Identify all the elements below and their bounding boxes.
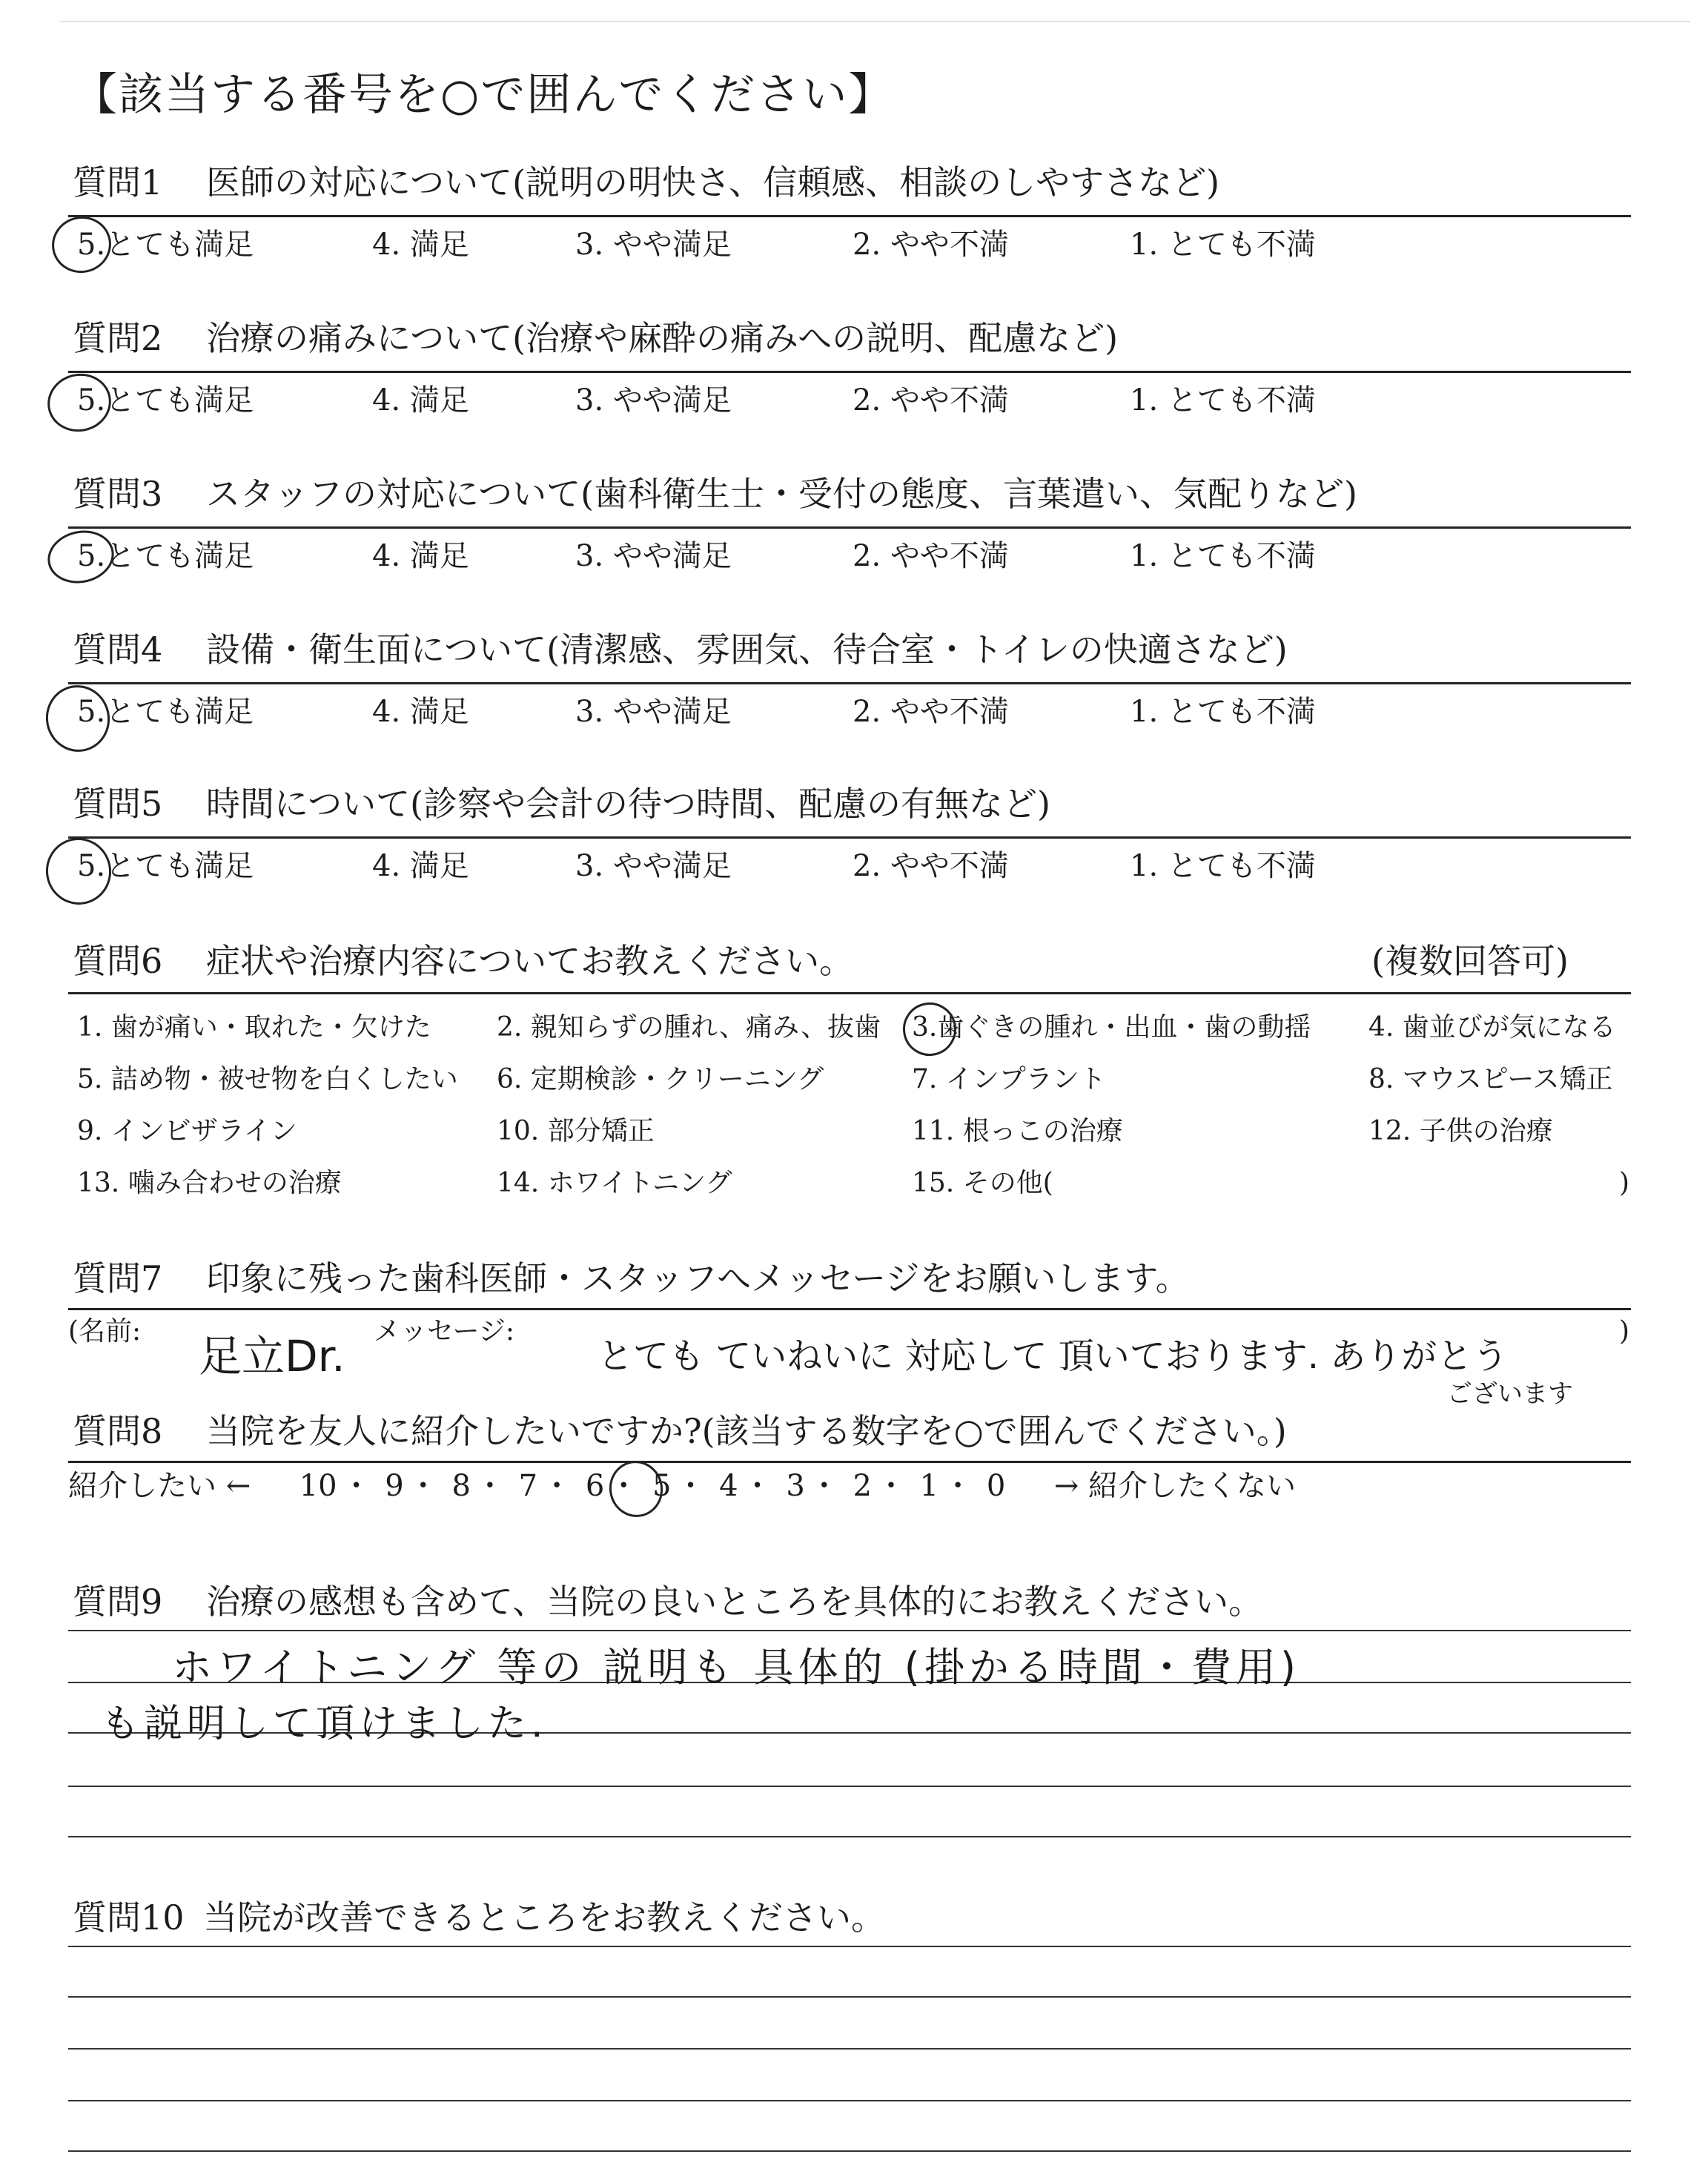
symptom-option[interactable]: 2. 親知らずの腫れ、痛み、抜歯 [497, 1012, 881, 1043]
name-label: (名前: [68, 1316, 142, 1347]
symptom-option[interactable]: 8. マウスピース矯正 [1368, 1064, 1613, 1094]
option-1[interactable]: 1. とても不満 [1130, 228, 1316, 262]
question-text: 医師の対応について(説明の明快さ、信頼感、相談のしやすさなど) [206, 162, 1220, 202]
recommendation-scale: 紹介したい ← 10 ・ 9 ・ 8 ・ 7 ・ 6 ・ 5 ・ 4 ・ 3 ・ 2 ・ 1 ・ 0 → 紹介したくない [68, 1465, 1296, 1507]
selection-circle [47, 211, 116, 279]
option-5[interactable]: 5.とても満足 [77, 695, 254, 729]
other-close-paren: ) [1619, 1168, 1630, 1198]
question-number: 質問7 [73, 1258, 163, 1298]
question-7 [73, 1256, 1190, 1301]
selection-circle [898, 997, 961, 1060]
writing-line [68, 1996, 1631, 1998]
divider [68, 1461, 1631, 1463]
question-number: 質問6 [73, 941, 163, 981]
handwritten-answer-line2: も説明して頂けました. [101, 1702, 548, 1746]
question-number: 質問4 [73, 630, 163, 670]
rating-row-q3 [0, 535, 1708, 577]
option-2[interactable]: 2. やや不満 [853, 228, 1009, 262]
question-text: 当院が改善できるところをお教えください。 [203, 1898, 885, 1938]
option-1[interactable]: 1. とても不満 [1130, 383, 1316, 417]
writing-line [68, 2150, 1631, 2152]
symptom-option[interactable]: 5. 詰め物・被せ物を白くしたい [77, 1064, 458, 1094]
option-5[interactable]: 5.とても満足 [77, 228, 254, 262]
rating-row-q4 [0, 691, 1708, 733]
scan-edge-line [59, 21, 1690, 22]
scale-value[interactable]: 6 [585, 1469, 605, 1503]
rating-row-q1 [0, 224, 1708, 265]
symptom-option[interactable]: 7. インプラント [912, 1064, 1106, 1094]
question-text: 印象に残った歯科医師・スタッフへメッセージをお願いします。 [206, 1258, 1190, 1298]
writing-line [68, 1630, 1631, 1631]
question-number: 質問2 [73, 318, 163, 358]
scale-value[interactable]: 3 [786, 1469, 805, 1503]
rating-row-q5 [0, 845, 1708, 887]
message-close-paren: ) [1619, 1316, 1630, 1347]
option-4[interactable]: 4. 満足 [372, 228, 469, 262]
handwritten-name: 足立Dr. [199, 1331, 345, 1381]
rating-row-q2 [0, 380, 1708, 421]
scale-right-label: → 紹介したくない [1053, 1469, 1296, 1503]
option-4[interactable]: 4. 満足 [372, 849, 469, 883]
question-text: 設備・衛生面について(清潔感、雰囲気、待合室・トイレの快適さなど) [206, 630, 1288, 670]
question-3 [73, 472, 1357, 516]
option-4[interactable]: 4. 満足 [372, 539, 469, 573]
writing-line [68, 2100, 1631, 2101]
divider [68, 1308, 1631, 1310]
multiple-answer-note: (複数回答可) [1371, 941, 1569, 981]
question-number: 質問8 [73, 1411, 163, 1451]
symptom-option[interactable]: 12. 子供の治療 [1368, 1116, 1553, 1146]
symptom-option[interactable]: 4. 歯並びが気になる [1368, 1012, 1616, 1043]
question-number: 質問9 [73, 1582, 163, 1622]
question-text: 時間について(診察や会計の待つ時間、配慮の有無など) [206, 784, 1050, 824]
option-3[interactable]: 3. やや満足 [575, 383, 732, 417]
option-1[interactable]: 1. とても不満 [1130, 695, 1316, 729]
symptom-option[interactable]: 6. 定期検診・クリーニング [497, 1064, 824, 1094]
instruction-header: 【該当する番号を○で囲んでください】 [73, 69, 895, 121]
scale-value[interactable]: 5 [652, 1469, 672, 1503]
question-number: 質問1 [73, 162, 163, 202]
scale-left-label: 紹介したい ← [68, 1469, 251, 1503]
divider [68, 682, 1631, 684]
scale-value[interactable]: 9 [385, 1469, 404, 1503]
option-1[interactable]: 1. とても不満 [1130, 539, 1316, 573]
divider [68, 371, 1631, 373]
divider [68, 526, 1631, 529]
symptom-option[interactable]: 3.歯ぐきの腫れ・出血・歯の動揺 [912, 1012, 1311, 1043]
symptom-option[interactable]: 14. ホワイトニング [497, 1168, 732, 1198]
option-3[interactable]: 3. やや満足 [575, 539, 732, 573]
question-1 [73, 160, 1219, 205]
question-2 [73, 316, 1118, 360]
scale-value[interactable]: 1 [919, 1469, 939, 1503]
scale-value[interactable]: 8 [451, 1469, 471, 1503]
option-4[interactable]: 4. 満足 [372, 695, 469, 729]
option-3[interactable]: 3. やや満足 [575, 695, 732, 729]
question-10 [73, 1895, 885, 1940]
handwritten-answer-line1: ホワイトニング 等の 説明も 具体的 (掛かる時間・費用) [172, 1644, 1300, 1691]
question-text: 治療の感想も含めて、当院の良いところを具体的にお教えください。 [206, 1582, 1263, 1622]
symptom-option[interactable]: 11. 根っこの治療 [912, 1116, 1123, 1146]
divider [68, 215, 1631, 217]
handwritten-message: とても ていねいに 対応して 頂いております. ありがとう [598, 1335, 1509, 1377]
option-2[interactable]: 2. やや不満 [853, 539, 1009, 573]
symptom-option-other[interactable]: 15. その他( [912, 1168, 1053, 1198]
writing-line [68, 2048, 1631, 2050]
symptom-option[interactable]: 10. 部分矯正 [497, 1116, 655, 1146]
option-2[interactable]: 2. やや不満 [853, 849, 1009, 883]
scale-value[interactable]: 2 [853, 1469, 872, 1503]
option-5[interactable]: 5.とても満足 [77, 383, 254, 417]
symptom-option[interactable]: 9. インビザライン [77, 1116, 297, 1146]
writing-line [68, 1786, 1631, 1787]
option-4[interactable]: 4. 満足 [372, 383, 469, 417]
option-3[interactable]: 3. やや満足 [575, 849, 732, 883]
selection-circle [43, 524, 119, 589]
question-6 [73, 939, 853, 983]
option-1[interactable]: 1. とても不満 [1130, 849, 1316, 883]
option-2[interactable]: 2. やや不満 [853, 383, 1009, 417]
option-2[interactable]: 2. やや不満 [853, 695, 1009, 729]
option-5[interactable]: 5.とても満足 [77, 539, 254, 573]
option-5[interactable]: 5.とても満足 [77, 849, 254, 883]
divider [68, 836, 1631, 839]
question-8 [73, 1409, 1287, 1453]
question-text: 治療の痛みについて(治療や麻酔の痛みへの説明、配慮など) [206, 318, 1119, 358]
symptom-option[interactable]: 13. 噛み合わせの治療 [77, 1168, 342, 1198]
writing-line [68, 1946, 1631, 1947]
question-number: 質問3 [73, 474, 163, 514]
scale-value-selected[interactable]: 7 [518, 1469, 538, 1503]
question-text: 当院を友人に紹介したいですか?(該当する数字を○で囲んでください。) [206, 1411, 1287, 1451]
scale-value[interactable]: 0 [986, 1469, 1006, 1503]
scale-value[interactable]: 10 [299, 1469, 337, 1503]
question-text: スタッフの対応について(歯科衛生士・受付の態度、言葉遣い、気配りなど) [206, 474, 1357, 514]
selection-circle [42, 368, 116, 437]
message-label: メッセージ: [374, 1316, 514, 1347]
question-9 [73, 1579, 1262, 1624]
question-5 [73, 782, 1050, 826]
question-text: 症状や治療内容についてお教えください。 [206, 941, 854, 981]
writing-line [68, 1836, 1631, 1837]
option-3[interactable]: 3. やや満足 [575, 228, 732, 262]
scale-value[interactable]: 4 [719, 1469, 738, 1503]
symptom-option[interactable]: 1. 歯が痛い・取れた・欠けた [77, 1012, 431, 1043]
question-number: 質問5 [73, 784, 163, 824]
handwritten-message-cont: ございます [1447, 1379, 1573, 1409]
question-number: 質問10 [73, 1898, 185, 1938]
divider [68, 992, 1631, 994]
question-4 [73, 627, 1288, 672]
selection-circle [40, 832, 118, 911]
